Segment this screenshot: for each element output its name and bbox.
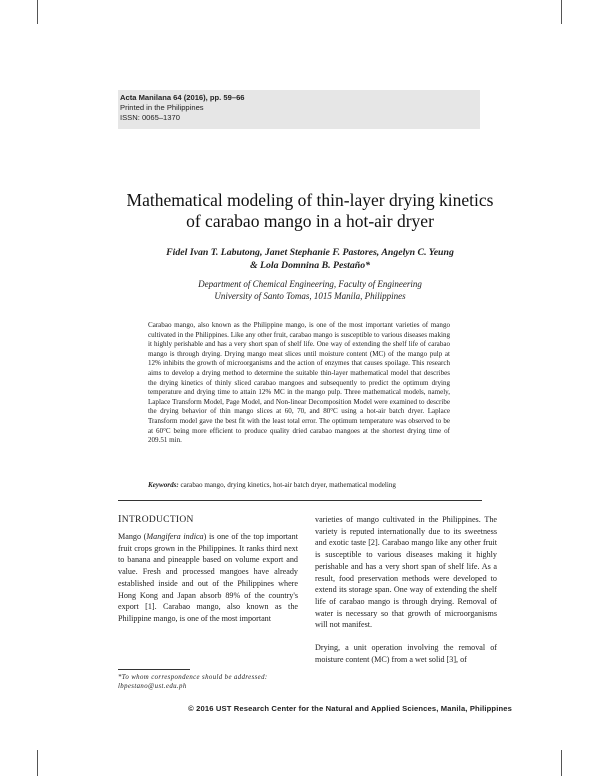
- footnote-email: lbpestano@ust.edu.ph: [118, 683, 187, 690]
- affiliation: [110, 278, 510, 302]
- intro-left-column: [118, 531, 298, 625]
- intro-paragraph-right-2: Drying, a unit operation involving the removal of moisture content (MC) from a wet solid [3], of: [315, 643, 497, 664]
- keywords-label: Keywords:: [148, 481, 179, 489]
- footnote-rule: [118, 669, 190, 670]
- paper-title: [110, 190, 510, 232]
- copyright-notice: © 2016 UST Research Center for the Natural and Applied Sciences, Manila, Philippines: [188, 704, 512, 713]
- section-heading-introduction: [118, 514, 194, 525]
- footnote: [118, 673, 298, 691]
- affiliation-line-2: University of Santo Tomas, 1015 Manila, Philippines: [214, 291, 406, 301]
- species-name: Mangifera indica: [146, 532, 204, 541]
- crop-mark-bottom-left: [37, 750, 38, 776]
- heading-rest: NTRODUCTION: [121, 515, 194, 525]
- intro-text-pre: Mango (: [118, 532, 147, 541]
- journal-issn: ISSN: 0065–1370: [120, 113, 180, 122]
- authors-line-1: Fidel Ivan T. Labutong, Janet Stephanie F. Pastores, Angelyn C. Yeung: [166, 247, 454, 258]
- paper-title-line-1: Mathematical modeling of thin-layer drying kinetics: [126, 190, 494, 210]
- authors-line-2: & Lola Domnina B. Pestaño*: [249, 260, 371, 271]
- crop-mark-bottom-right: [561, 750, 562, 776]
- intro-text-post: ) is one of the top important fruit crops grown in the Philippines. It ranks third next to banana and pineapple based on volume export and value. Fresh and processed mangoes have already established inside and out of the Philippines where Hong Kong and Japan absorb 89% of the country's export [1]. Carabao mango, also known as the Philippine mango, is one of the most important: [118, 532, 298, 623]
- crop-mark-top-left: [37, 0, 38, 24]
- intro-right-column: [315, 514, 497, 665]
- paper-title-line-2: of carabao mango in a hot-air dryer: [186, 211, 434, 231]
- authors: [110, 246, 510, 272]
- journal-citation: Acta Manilana 64 (2016), pp. 59–66: [120, 93, 245, 102]
- section-divider: [118, 500, 482, 501]
- crop-mark-top-right: [561, 0, 562, 24]
- journal-header: [118, 90, 480, 129]
- heading-initial: I: [118, 514, 122, 525]
- footnote-line-1: *To whom correspondence should be addressed:: [118, 674, 268, 681]
- affiliation-line-1: Department of Chemical Engineering, Faculty of Engineering: [198, 279, 422, 289]
- keywords: [148, 480, 450, 490]
- abstract: Carabao mango, also known as the Philippine mango, is one of the most important varieties of mango cultivated in the Philippines. Like any other fruit, carabao mango is susceptible to various diseases making it highly perishable and has a very short span of shelf life. One way of extending the shelf life of carabao mango is through drying. Drying mango meat slices until moisture content (MC) of the mango pulp at 12% inhibits the growth of microorganisms and the action of enzymes that causes spoilage. This research aims to develop a drying method to determine the suitable thin-layer mathematical model that describes the drying kinetics of thinly sliced carabao mangoes and subsequently to predict the optimum drying temperature and drying time to attain 12% MC in the mango pulp. Three mathematical models, namely, Laplace Transform Model, Page Model, and Non-linear Decomposition Model were examined to describe the drying behavior of thin mango slices at 60, 70, and 80°C using a hot-air batch dryer. Laplace Transform model gave the best fit with the least total error. The optimum temperature was observed to be at 60°C being more efficient to produce quality dried carabao mangoes at the shortest drying time of 209.51 min.: [148, 321, 450, 445]
- intro-paragraph-right-1: varieties of mango cultivated in the Philippines. The variety is reputed internationally due to its sweetness and exotic taste [2]. Carabao mango like any other fruit is susceptible to various diseases making it highly perishable and has a very short span of shelf life. As a result, food preservation methods were developed to extend its storage span. One way of extending the shelf life of carabao mango is through drying. Removal of water is necessary so that growth of microorganisms will not manifest.: [315, 515, 497, 630]
- journal-printed: Printed in the Philippines: [120, 103, 204, 112]
- keywords-text: carabao mango, drying kinetics, hot-air batch dryer, mathematical modeling: [178, 481, 396, 489]
